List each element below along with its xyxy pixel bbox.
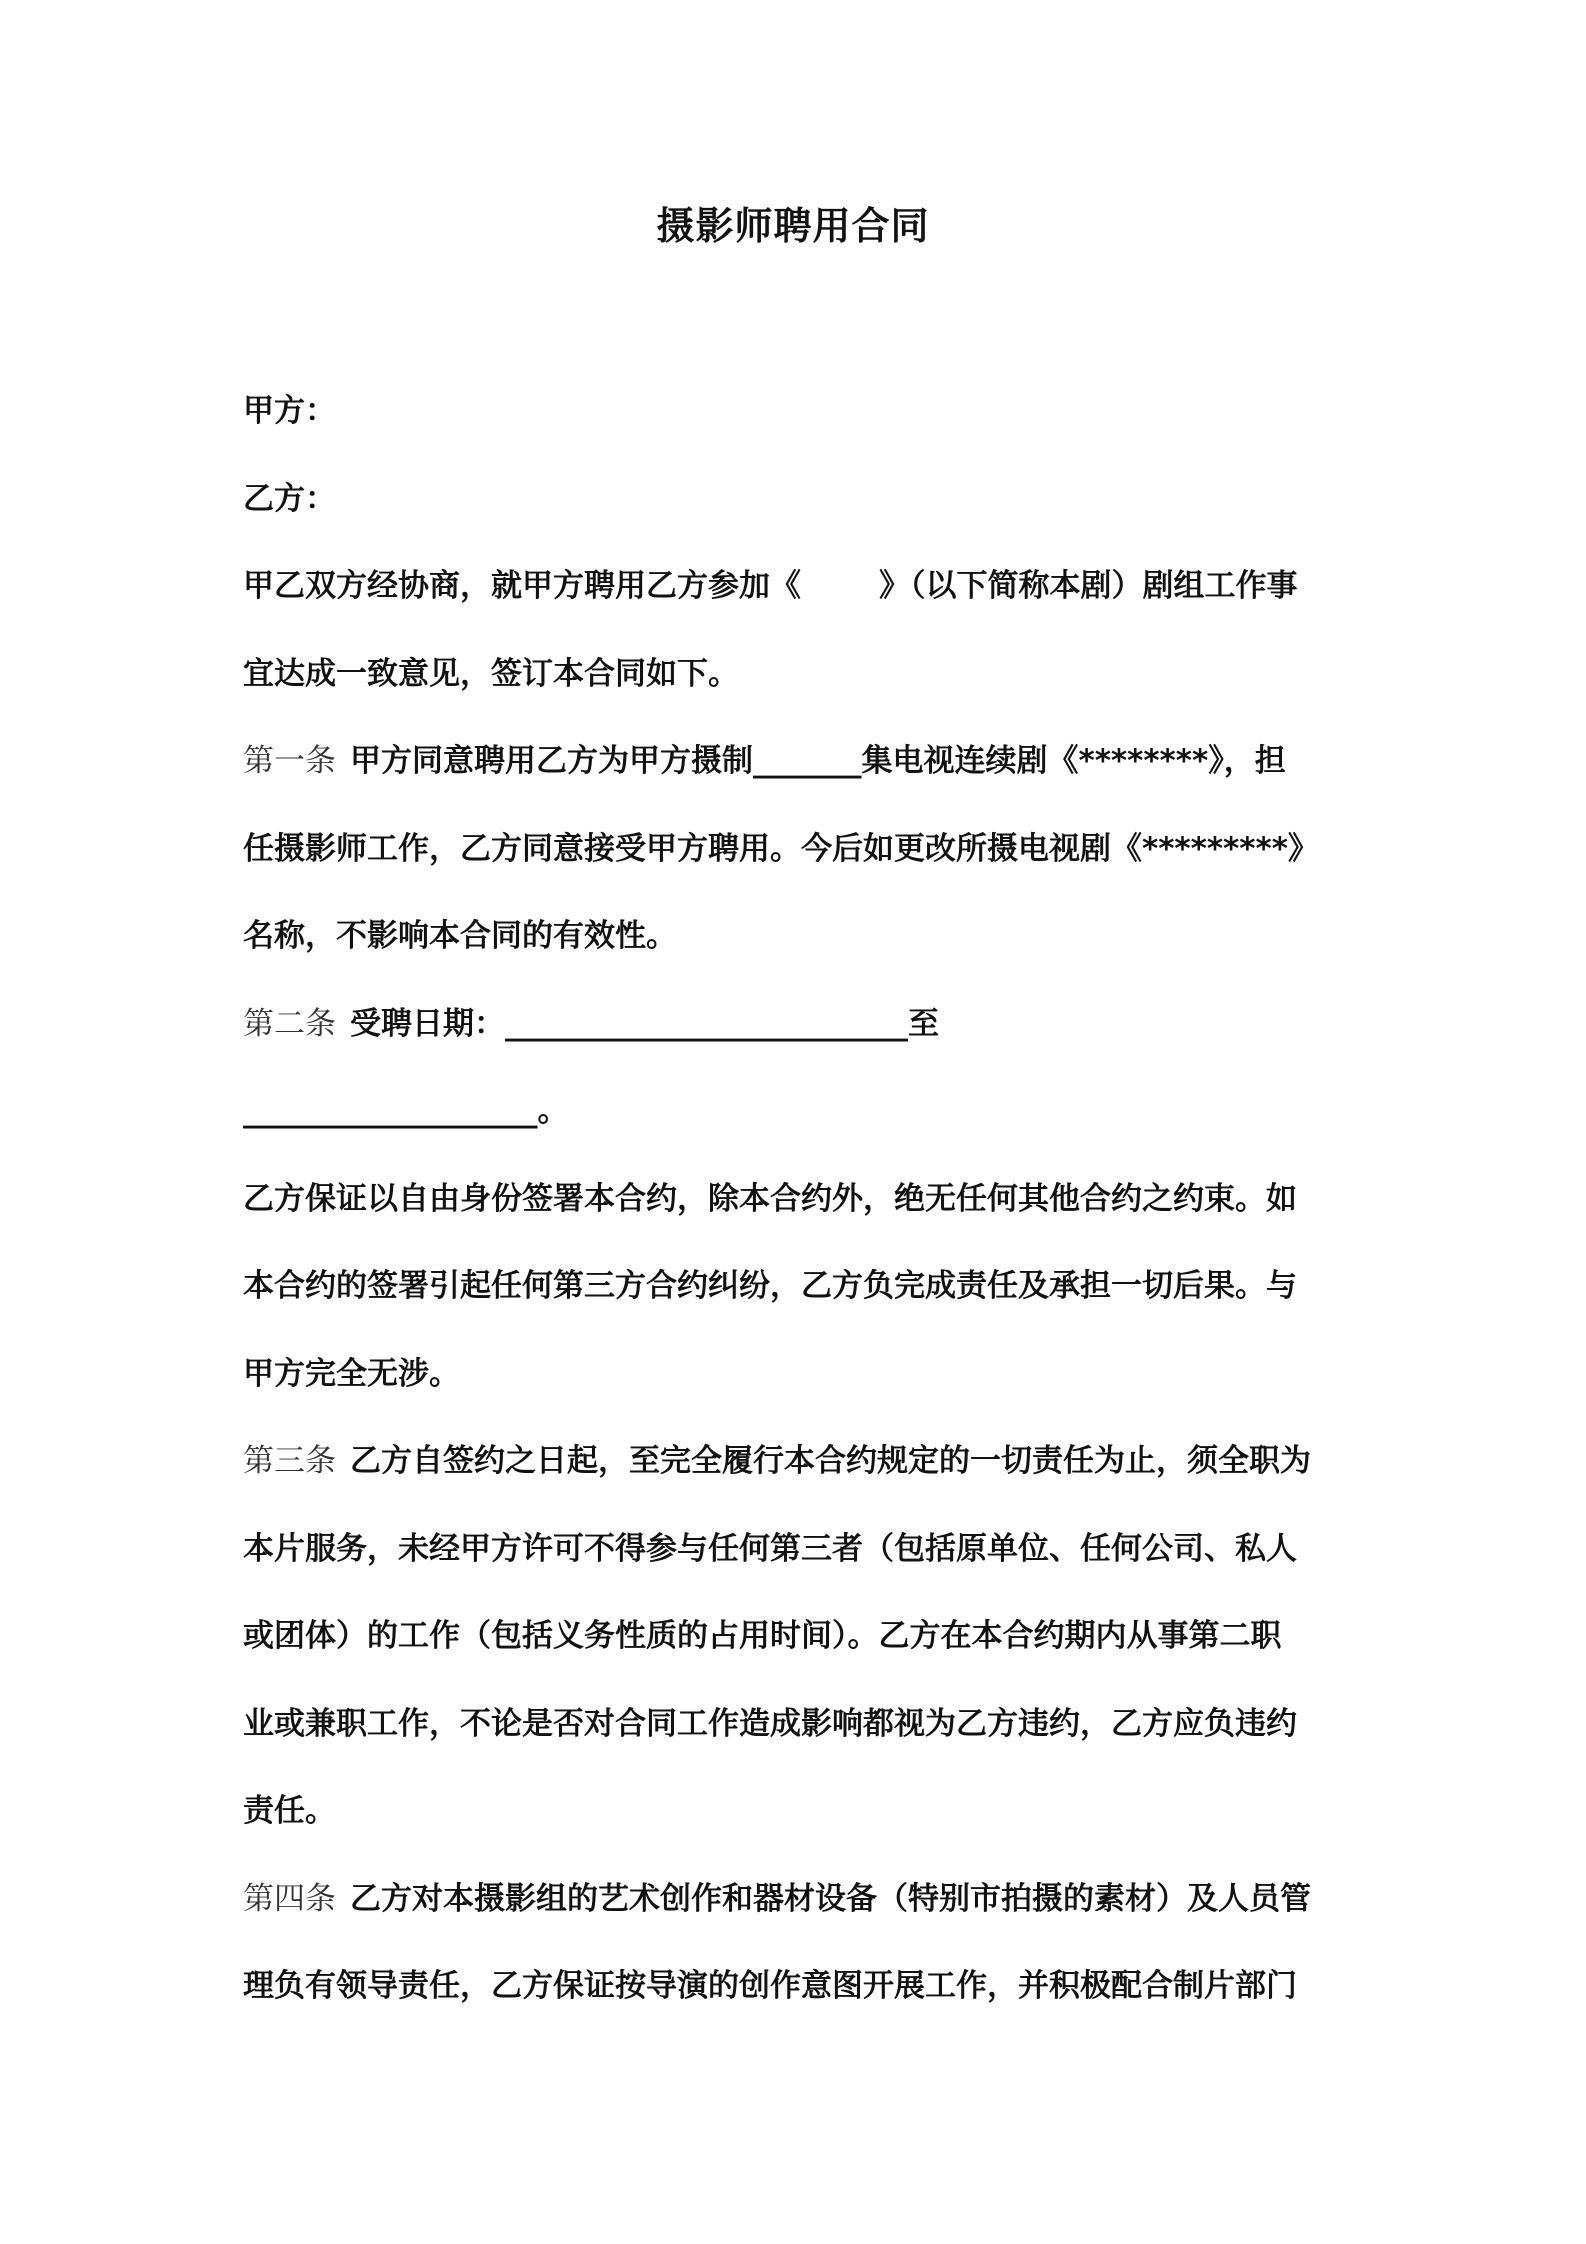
- article-3-text-1: 乙方自签约之日起，至完全履行本合约规定的一切责任为止，须全职为: [350, 1443, 1311, 1479]
- article-1-text-1: 甲方同意聘用乙方为甲方摄制_______集电视连续剧《********》，担: [350, 743, 1286, 779]
- intro-line-1-part-b: 》（以下简称本剧）剧组工作事: [879, 568, 1298, 604]
- article-1-label: 第一条: [243, 743, 336, 779]
- article-4-label: 第四条: [243, 1880, 336, 1917]
- intro-line-1-part-a: 甲乙双方经协商，就甲方聘用乙方参加《: [243, 568, 801, 604]
- article-2-para-line-2: 本合约的签署引起任何第三方合约纠纷，乙方负完成责任及承担一切后果。与: [243, 1268, 1297, 1304]
- article-3-line-4: 业或兼职工作，不论是否对合同工作造成影响都视为乙方违约，乙方应负违约: [243, 1705, 1297, 1742]
- document-body: [243, 368, 1363, 2031]
- document-title: 摄影师聘用合同: [656, 204, 930, 248]
- party-b-label: 乙方：: [243, 480, 336, 517]
- article-2-line-1: [243, 981, 1363, 1069]
- article-1-line-3: 名称，不影响本合同的有效性。: [243, 918, 677, 954]
- article-2-line-2: ___________________。: [243, 1093, 569, 1129]
- article-3-label: 第三条: [243, 1443, 336, 1479]
- article-3-line-3: 或团体）的工作（包括义务性质的占用时间）。乙方在本合约期内从事第二职: [243, 1618, 1282, 1654]
- article-3-line-5: 责任。: [243, 1793, 336, 1829]
- intro-line-1: [243, 543, 1363, 631]
- article-2-para-line-3: 甲方完全无涉。: [243, 1355, 460, 1392]
- article-4-line-1: [243, 1856, 1363, 1944]
- article-2-label: 第二条: [243, 1005, 336, 1042]
- article-4-text-1: 乙方对本摄影组的艺术创作和器材设备（特别市拍摄的素材）及人员管: [350, 1880, 1311, 1917]
- article-3-line-1: [243, 1418, 1363, 1506]
- article-2-text-1: 受聘日期：__________________________至: [350, 1005, 939, 1042]
- article-3-line-2: 本片服务，未经甲方许可不得参与任何第三者（包括原单位、任何公司、私人: [243, 1530, 1297, 1567]
- article-1-line-1: [243, 718, 1363, 806]
- party-a-label: 甲方：: [243, 393, 336, 429]
- article-4-line-2: 理负有领导责任，乙方保证按导演的创作意图开展工作，并积极配合制片部门: [243, 1968, 1297, 2004]
- article-1-line-2: 任摄影师工作，乙方同意接受甲方聘用。今后如更改所摄电视剧《*********》: [243, 830, 1319, 867]
- article-2-para-line-1: 乙方保证以自由身份签署本合约，除本合约外，绝无任何其他合约之约束。如: [243, 1180, 1297, 1217]
- intro-line-2: 宜达成一致意见，签订本合同如下。: [243, 655, 739, 692]
